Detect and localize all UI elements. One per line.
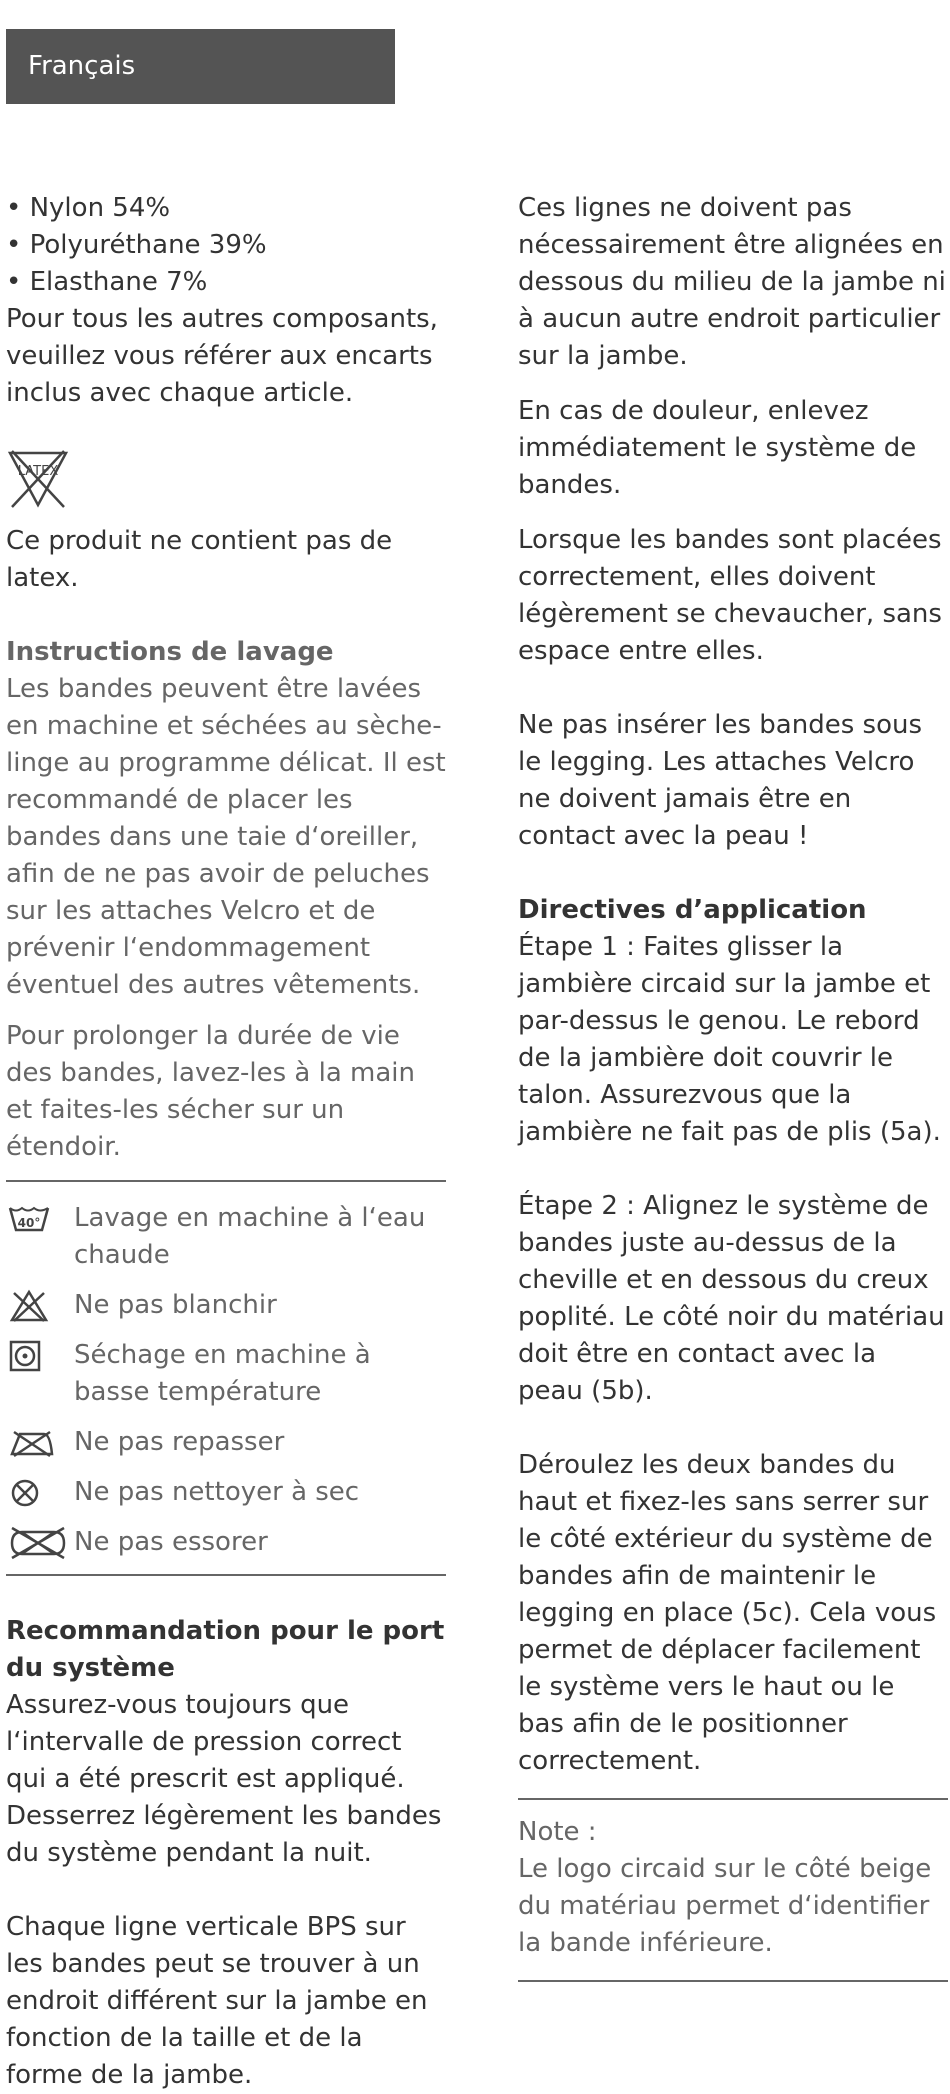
divider — [6, 1180, 446, 1182]
care-item-tumble-dry — [6, 1337, 446, 1411]
care-label-no-bleach: Ne pas blanchir — [74, 1290, 277, 1320]
left-column — [6, 190, 446, 2094]
care-item-no-dry-clean — [6, 1474, 446, 1511]
care-label-wash: Lavage en machine à l‘eau chaude — [74, 1203, 426, 1270]
note-text: Le logo circaid sur le côté beige du matériau permet d‘identifier la bande inférieure. — [518, 1854, 932, 1958]
care-label-no-dry-clean: Ne pas nettoyer à sec — [74, 1477, 360, 1507]
overlap-paragraph: Lorsque les bandes sont placées correctement, elles doivent légèrement se chevaucher, sans espace entre elles. — [518, 525, 942, 666]
washing-heading: Instructions de lavage — [6, 637, 334, 667]
care-label-tumble-dry: Séchage en machine à basse température — [74, 1340, 371, 1407]
legging-paragraph: Ne pas insérer les bandes sous le legging. Les attaches Velcro ne doivent jamais être en contact avec la peau ! — [518, 710, 923, 851]
wear-paragraph-1: Assurez-vous toujours que l‘intervalle de pression correct qui a été prescrit est appliqué. Desserrez légèrement les bandes du système pendant la nuit. — [6, 1690, 442, 1868]
divider — [518, 1980, 948, 1982]
composition-polyurethane: • Polyuréthane 39% — [6, 230, 267, 260]
application-step-2: Étape 2 : Alignez le système de bandes juste au-dessus de la cheville et en dessous du creux poplité. Le côté noir du matériau doit être en contact avec la peau (5b). — [518, 1191, 945, 1406]
lines-paragraph: Ces lignes ne doivent pas nécessairement être alignées en dessous du milieu de la jambe ni à aucun autre endroit particulier sur la jambe. — [518, 193, 946, 371]
latex-symbol-text: LATEX — [17, 464, 59, 479]
care-item-wash — [6, 1200, 446, 1274]
wash-temperature: 40° — [17, 1215, 41, 1230]
note-label: Note : — [518, 1817, 597, 1847]
no-dry-clean-icon — [6, 1474, 74, 1511]
washing-paragraph-1: Les bandes peuvent être lavées en machine et séchées au sèche-linge au programme délicat. Il est recommandé de placer les bandes dans une taie d‘oreiller, afin de ne pas avoir de peluches sur les attaches Velcro et de prévenir l‘endommagement éventuel des autres vêtements. — [6, 674, 446, 1000]
application-step-3: Déroulez les deux bandes du haut et fixez-les sans serrer sur le côté extérieur du système de bandes afin de maintenir le legging en place (5c). Cela vous permet de déplacer facilement le système vers le haut ou le bas afin de le positionner correctement. — [518, 1450, 937, 1776]
care-symbols-list — [6, 1200, 446, 1561]
latex-free-icon — [6, 449, 70, 509]
composition-elasthane: • Elasthane 7% — [6, 267, 208, 297]
no-wring-icon — [6, 1524, 74, 1561]
care-label-no-iron: Ne pas repasser — [74, 1427, 285, 1457]
no-bleach-icon — [6, 1287, 74, 1324]
latex-statement: Ce produit ne contient pas de latex. — [6, 526, 393, 593]
composition-nylon: • Nylon 54% — [6, 193, 171, 223]
composition-note: Pour tous les autres composants, veuillez vous référer aux encarts inclus avec chaque article. — [6, 304, 438, 408]
tumble-dry-low-icon — [6, 1337, 74, 1374]
wear-paragraph-2: Chaque ligne verticale BPS sur les bandes peut se trouver à un endroit différent sur la jambe en fonction de la taille et de la forme de la jambe. — [6, 1912, 428, 2090]
no-iron-icon — [6, 1424, 74, 1461]
wear-heading: Recommandation pour le port du système — [6, 1616, 445, 1683]
care-label-no-wring: Ne pas essorer — [74, 1527, 268, 1557]
application-step-1: Étape 1 : Faites glisser la jambière circaid sur la jambe et par-dessus le genou. Le rebord de la jambière doit couvrir le talon. Assurezvous que la jambière ne fait pas de plis (5a). — [518, 932, 941, 1147]
pain-paragraph: En cas de douleur, enlevez immédiatement le système de bandes. — [518, 396, 917, 500]
care-item-no-bleach — [6, 1287, 446, 1324]
language-tab: Français — [6, 29, 395, 104]
application-heading: Directives d’application — [518, 895, 867, 925]
care-item-no-iron — [6, 1424, 446, 1461]
care-item-no-wring — [6, 1524, 446, 1561]
washing-paragraph-2: Pour prolonger la durée de vie des bandes, lavez-les à la main et faites-les sécher sur un étendoir. — [6, 1021, 415, 1162]
right-column — [518, 190, 948, 1982]
wash-40-icon — [6, 1200, 74, 1237]
